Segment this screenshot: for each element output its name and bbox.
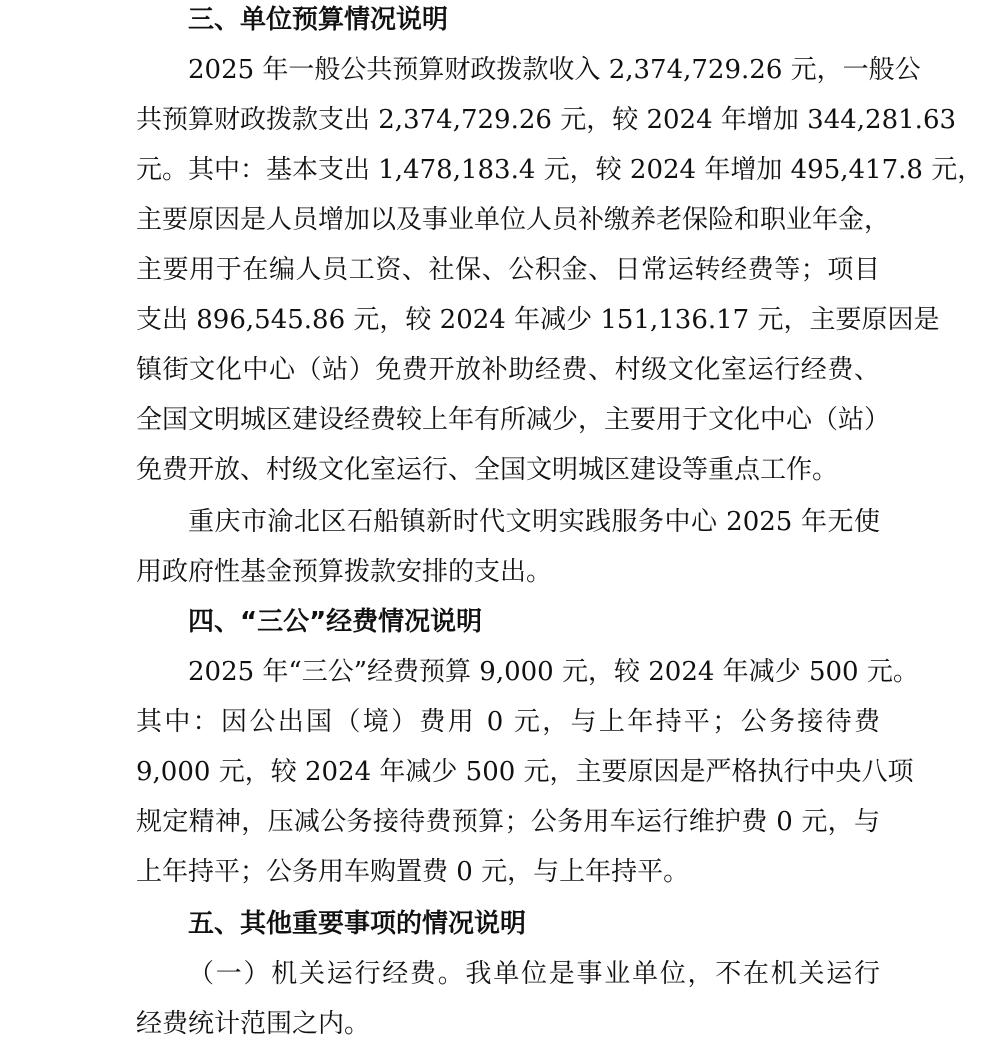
paragraph-line: 其中：因公出国（境）费用 0 元，与上年持平；公务接待费 <box>136 707 880 737</box>
paragraph-line: 免费开放、村级文化室运行、全国文明城区建设等重点工作。 <box>136 455 839 485</box>
paragraph-line: 主要原因是人员增加以及事业单位人员补缴养老保险和职业年金， <box>136 205 891 235</box>
paragraph-line: 元。其中：基本支出 1,478,183.4 元，较 2024 年增加 495,417.8 元， <box>136 155 984 185</box>
paragraph-line: 重庆市渝北区石船镇新时代文明实践服务中心 2025 年无使 <box>188 507 880 537</box>
section-heading-other-matters: 五、其他重要事项的情况说明 <box>188 909 527 939</box>
section-heading-three-public-expenses: 四、“三公”经费情况说明 <box>188 607 483 637</box>
paragraph-line: 9,000 元，较 2024 年减少 500 元，主要原因是严格执行中央八项 <box>136 757 914 787</box>
paragraph-line: 用政府性基金预算拨款安排的支出。 <box>136 557 553 587</box>
paragraph-line: 2025 年“三公”经费预算 9,000 元，较 2024 年减少 500 元。 <box>188 657 919 687</box>
paragraph-line: 经费统计范围之内。 <box>136 1009 371 1039</box>
paragraph-line: 镇街文化中心（站）免费开放补助经费、村级文化室运行经费、 <box>136 355 880 385</box>
paragraph-line: 支出 896,545.86 元，较 2024 年减少 151,136.17 元，主要原因是 <box>136 305 940 335</box>
section-heading-budget: 三、单位预算情况说明 <box>188 5 449 35</box>
paragraph-line: 规定精神，压减公务接待费预算；公务用车运行维护费 0 元，与 <box>136 807 880 837</box>
paragraph-line: 全国文明城区建设经费较上年有所减少，主要用于文化中心（站） <box>136 405 891 435</box>
paragraph-line: 上年持平；公务用车购置费 0 元，与上年持平。 <box>136 857 690 887</box>
paragraph-line: 共预算财政拨款支出 2,374,729.26 元，较 2024 年增加 344,281.63 <box>136 105 957 135</box>
paragraph-line: 主要用于在编人员工资、社保、公积金、日常运转经费等；项目 <box>136 255 880 285</box>
paragraph-line: 2025 年一般公共预算财政拨款收入 2,374,729.26 元，一般公 <box>188 55 921 85</box>
paragraph-line: （一）机关运行经费。我单位是事业单位，不在机关运行 <box>188 959 880 989</box>
